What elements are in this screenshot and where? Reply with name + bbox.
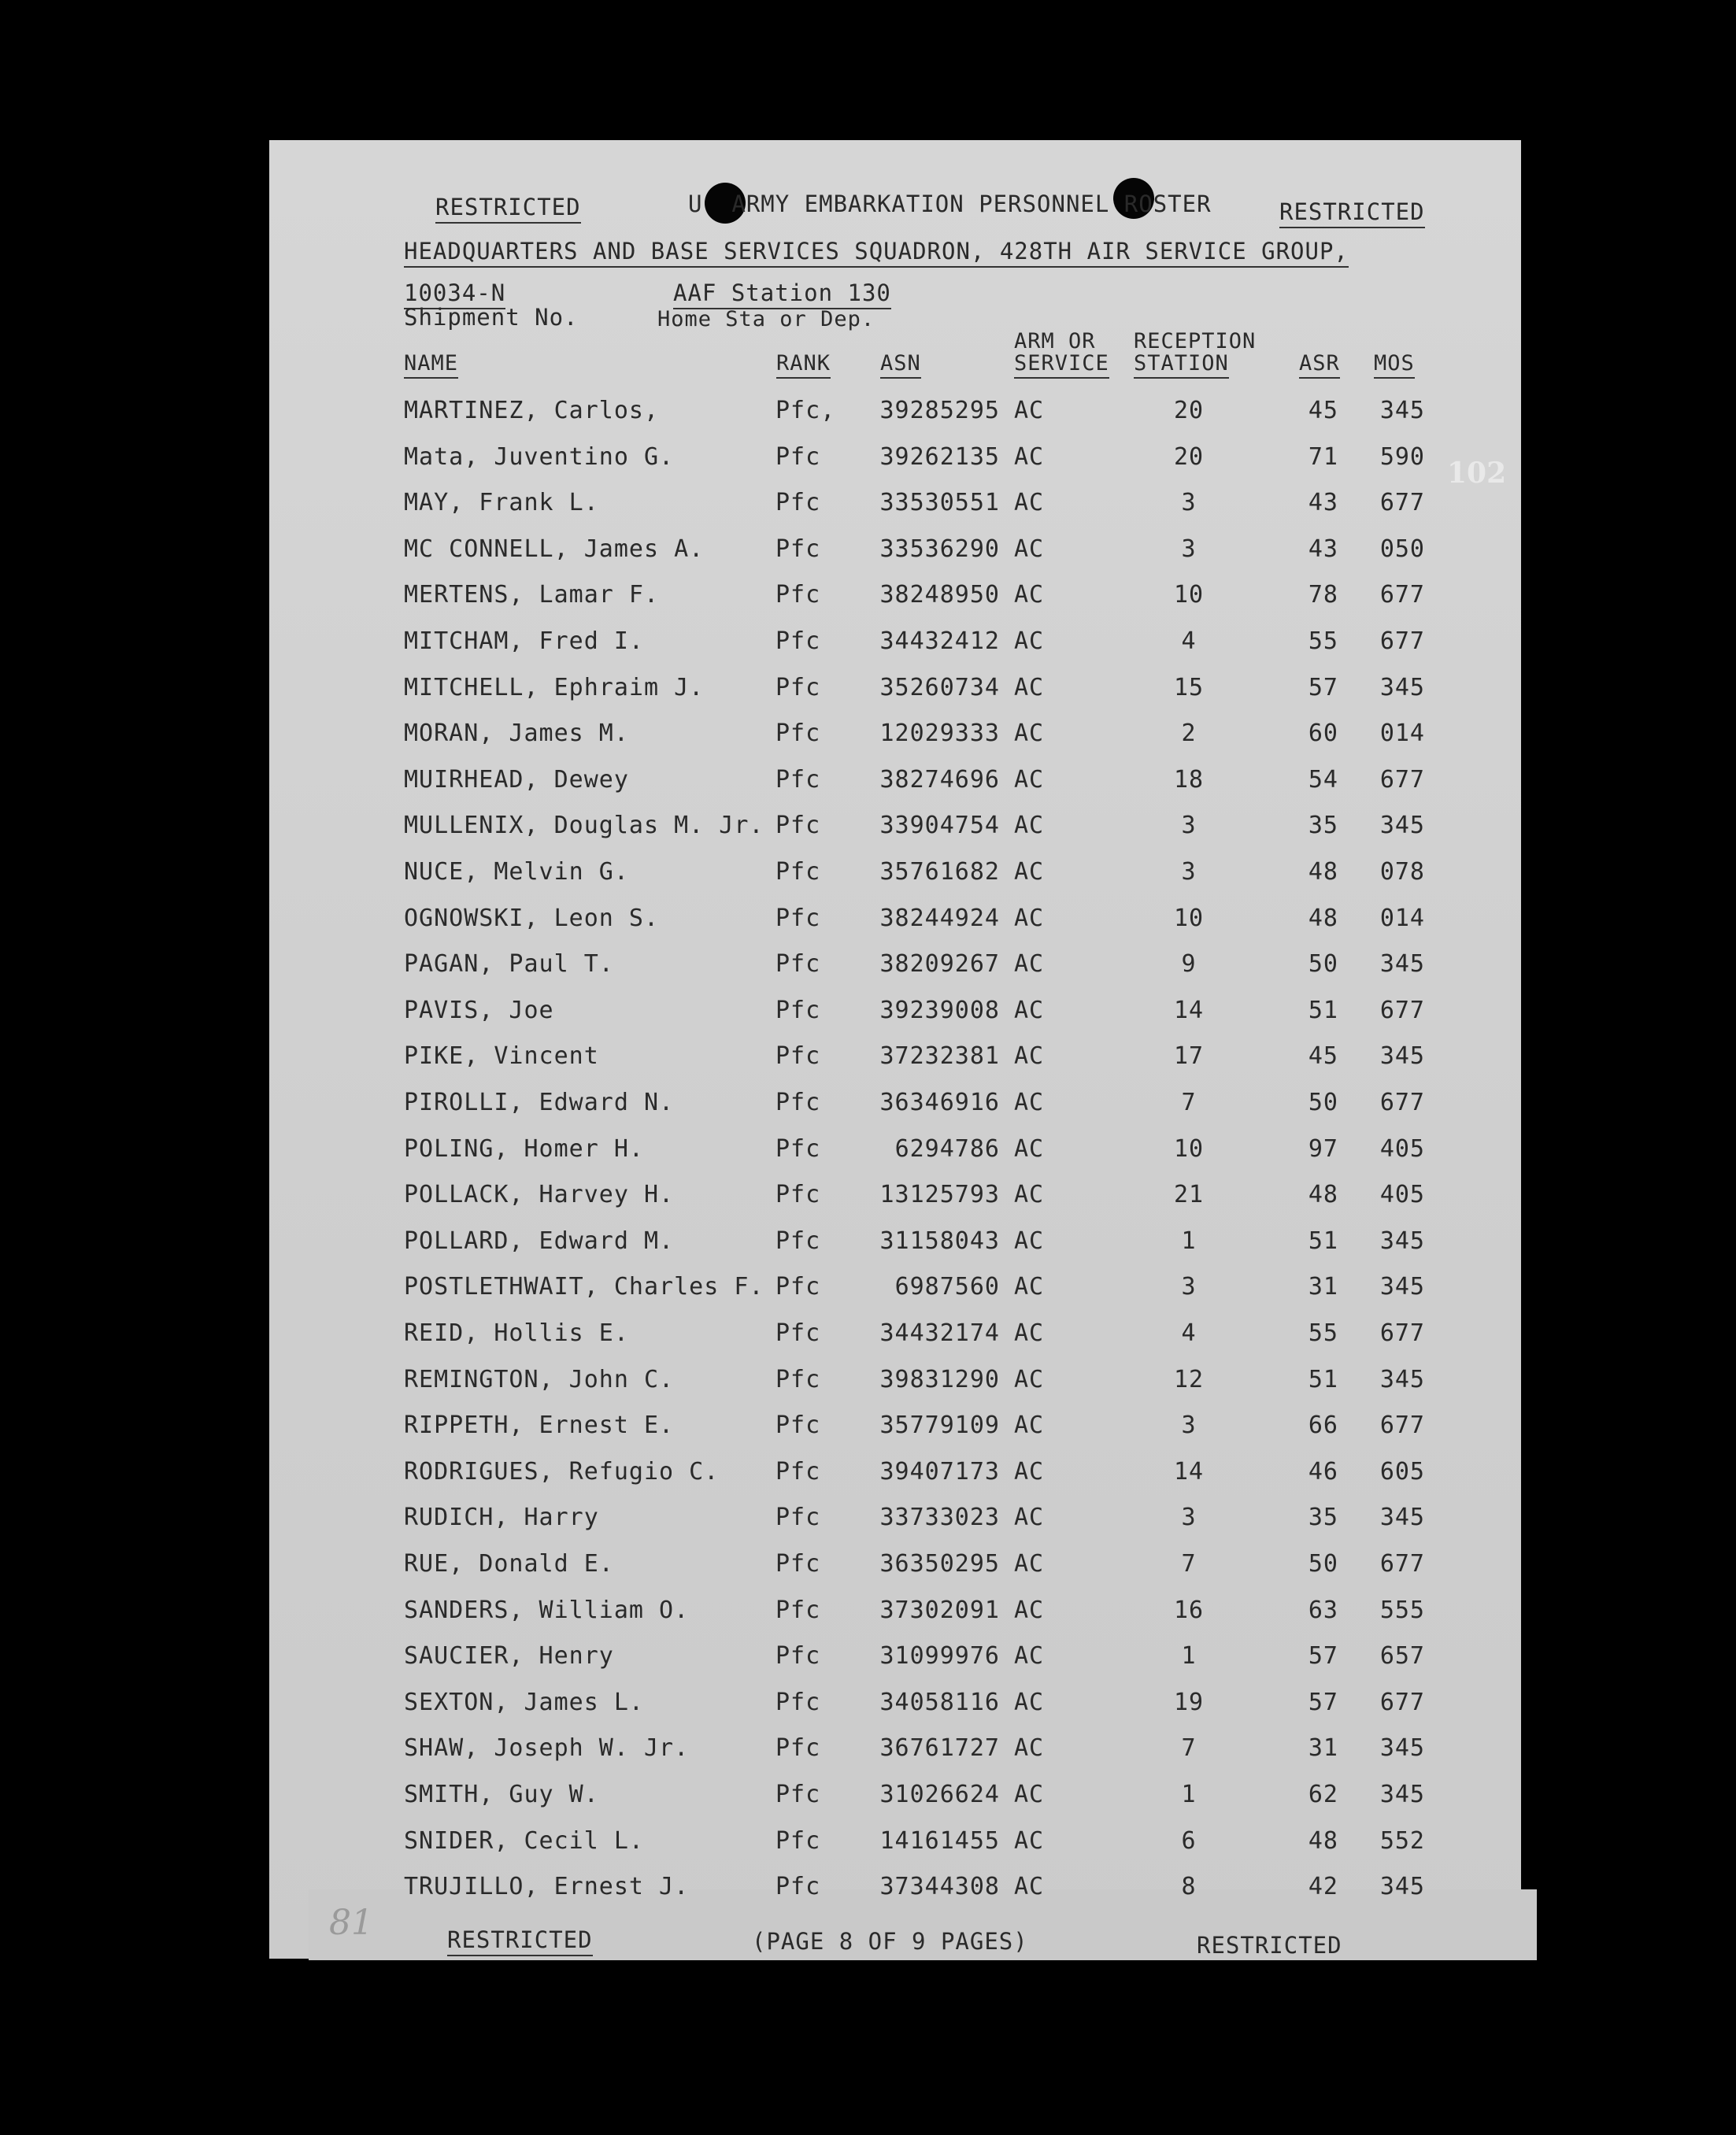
cell-arm: AC — [1014, 1458, 1045, 1486]
cell-mos: 345 — [1379, 1227, 1425, 1255]
cell-asn: 35779109 — [879, 1412, 1000, 1439]
cell-rank: Pfc — [775, 1642, 821, 1670]
cell-mos: 555 — [1379, 1597, 1425, 1624]
cell-station: 7 — [1181, 1089, 1197, 1116]
cell-station: 1 — [1181, 1642, 1197, 1670]
cell-arm: AC — [1014, 489, 1045, 516]
cell-name: SMITH, Guy W. — [404, 1781, 599, 1808]
cell-asr: 62 — [1308, 1781, 1338, 1808]
cell-rank: Pfc — [775, 581, 821, 609]
cell-asn: 33904754 — [879, 812, 1000, 839]
cell-asn: 35761682 — [879, 858, 1000, 886]
cell-mos: 345 — [1379, 1042, 1425, 1070]
cell-asn: 13125793 — [879, 1181, 1000, 1208]
cell-rank: Pfc — [775, 627, 821, 655]
cell-rank: Pfc — [775, 1273, 821, 1301]
cell-asn: 36346916 — [879, 1089, 1000, 1116]
cell-station: 12 — [1173, 1366, 1205, 1393]
cell-asr: 35 — [1308, 812, 1338, 839]
cell-asn: 34058116 — [879, 1689, 1000, 1716]
cell-station: 1 — [1181, 1227, 1197, 1255]
cell-rank: Pfc — [775, 1319, 821, 1347]
cell-asr: 63 — [1308, 1597, 1338, 1624]
cell-mos: 552 — [1379, 1827, 1425, 1855]
cell-mos: 345 — [1379, 1273, 1425, 1301]
cell-asr: 46 — [1308, 1458, 1338, 1486]
cell-station: 3 — [1181, 535, 1197, 563]
cell-mos: 050 — [1379, 535, 1425, 563]
cell-mos: 345 — [1379, 812, 1425, 839]
cell-asr: 31 — [1308, 1734, 1338, 1762]
station-name: AAF Station 130 — [673, 279, 891, 309]
cell-mos: 677 — [1379, 766, 1425, 794]
cell-asn: 39262135 — [879, 443, 1000, 471]
cell-name: Mata, Juventino G. — [404, 443, 675, 471]
cell-asr: 71 — [1308, 443, 1338, 471]
cell-name: TRUJILLO, Ernest J. — [404, 1873, 690, 1900]
col-reception-line2: STATION — [1134, 351, 1229, 379]
cell-rank: Pfc — [775, 1550, 821, 1578]
cell-arm: AC — [1014, 1550, 1045, 1578]
col-asn: ASN — [880, 351, 921, 379]
cell-arm: AC — [1014, 1734, 1045, 1762]
cell-name: REMINGTON, John C. — [404, 1366, 675, 1393]
shipment-label: Shipment No. — [404, 304, 579, 331]
cell-asn: 39831290 — [879, 1366, 1000, 1393]
shipment-number: 10034-N — [404, 279, 505, 309]
cell-rank: Pfc — [775, 858, 821, 886]
cell-rank: Pfc — [775, 443, 821, 471]
cell-station: 3 — [1181, 812, 1197, 839]
cell-station: 21 — [1173, 1181, 1205, 1208]
unit-line: HEADQUARTERS AND BASE SERVICES SQUADRON, 428TH AIR SERVICE GROUP, — [404, 238, 1349, 268]
cell-name: POLLARD, Edward M. — [404, 1227, 675, 1255]
page-number-text: (PAGE 8 OF 9 PAGES) — [752, 1928, 1028, 1955]
cell-asr: 57 — [1308, 1689, 1338, 1716]
cell-asn: 37232381 — [879, 1042, 1000, 1070]
cell-arm: AC — [1014, 1135, 1045, 1163]
cell-arm: AC — [1014, 581, 1045, 609]
cell-mos: 677 — [1379, 581, 1425, 609]
cell-asr: 51 — [1308, 997, 1338, 1024]
cell-name: SANDERS, William O. — [404, 1597, 690, 1624]
cell-station: 3 — [1181, 1273, 1197, 1301]
cell-asn: 31099976 — [879, 1642, 1000, 1670]
cell-station: 16 — [1173, 1597, 1205, 1624]
cell-asn: 31158043 — [879, 1227, 1000, 1255]
cell-asr: 48 — [1308, 1181, 1338, 1208]
cell-asr: 50 — [1308, 950, 1338, 978]
cell-station: 3 — [1181, 1504, 1197, 1531]
roster-title: U ARMY EMBARKATION PERSONNEL ROSTER — [688, 191, 1212, 217]
cell-station: 6 — [1181, 1827, 1197, 1855]
cell-asr: 48 — [1308, 1827, 1338, 1855]
cell-station: 14 — [1173, 1458, 1205, 1486]
cell-name: REID, Hollis E. — [404, 1319, 629, 1347]
cell-mos: 677 — [1379, 997, 1425, 1024]
cell-rank: Pfc — [775, 1504, 821, 1531]
cell-arm: AC — [1014, 1689, 1045, 1716]
cell-arm: AC — [1014, 1873, 1045, 1900]
cell-asn: 36350295 — [879, 1550, 1000, 1578]
cell-arm: AC — [1014, 1412, 1045, 1439]
cell-asr: 45 — [1308, 397, 1338, 424]
cell-mos: 677 — [1379, 1412, 1425, 1439]
cell-arm: AC — [1014, 1642, 1045, 1670]
cell-mos: 405 — [1379, 1181, 1425, 1208]
cell-station: 3 — [1181, 858, 1197, 886]
page-count-stamp: 102 — [1447, 457, 1507, 490]
cell-mos: 677 — [1379, 489, 1425, 516]
cell-name: POLING, Homer H. — [404, 1135, 644, 1163]
col-name: NAME — [404, 351, 458, 379]
cell-station: 10 — [1173, 1135, 1205, 1163]
cell-asr: 51 — [1308, 1366, 1338, 1393]
cell-arm: AC — [1014, 1366, 1045, 1393]
cell-name: RUDICH, Harry — [404, 1504, 599, 1531]
cell-station: 20 — [1173, 397, 1205, 424]
margin-note: 81 — [329, 1903, 373, 1943]
cell-asr: 31 — [1308, 1273, 1338, 1301]
restricted-label-top-left: RESTRICTED — [435, 194, 581, 224]
cell-asr: 42 — [1308, 1873, 1338, 1900]
cell-asr: 43 — [1308, 535, 1338, 563]
cell-rank: Pfc — [775, 812, 821, 839]
cell-asn: 33530551 — [879, 489, 1000, 516]
cell-rank: Pfc — [775, 905, 821, 932]
cell-asr: 45 — [1308, 1042, 1338, 1070]
cell-asn: 14161455 — [879, 1827, 1000, 1855]
cell-mos: 345 — [1379, 674, 1425, 701]
cell-asr: 48 — [1308, 858, 1338, 886]
cell-station: 10 — [1173, 905, 1205, 932]
restricted-label-top-right: RESTRICTED — [1279, 198, 1425, 228]
cell-rank: Pfc — [775, 766, 821, 794]
cell-asn: 39407173 — [879, 1458, 1000, 1486]
cell-mos: 345 — [1379, 1734, 1425, 1762]
cell-asn: 38248950 — [879, 581, 1000, 609]
cell-arm: AC — [1014, 1827, 1045, 1855]
cell-name: MITCHELL, Ephraim J. — [404, 674, 705, 701]
cell-mos: 345 — [1379, 1873, 1425, 1900]
cell-name: MARTINEZ, Carlos, — [404, 397, 660, 424]
cell-rank: Pfc — [775, 1135, 821, 1163]
cell-arm: AC — [1014, 1042, 1045, 1070]
cell-rank: Pfc — [775, 1042, 821, 1070]
cell-asr: 55 — [1308, 627, 1338, 655]
cell-station: 18 — [1173, 766, 1205, 794]
cell-asn: 35260734 — [879, 674, 1000, 701]
cell-asr: 57 — [1308, 1642, 1338, 1670]
cell-asn: 34432174 — [879, 1319, 1000, 1347]
cell-mos: 345 — [1379, 1366, 1425, 1393]
cell-asn: 36761727 — [879, 1734, 1000, 1762]
cell-asr: 60 — [1308, 720, 1338, 747]
cell-asr: 57 — [1308, 674, 1338, 701]
cell-arm: AC — [1014, 627, 1045, 655]
col-rank: RANK — [776, 351, 831, 379]
col-arm-line2: SERVICE — [1014, 351, 1109, 379]
cell-mos: 677 — [1379, 1550, 1425, 1578]
station-label: Home Sta or Dep. — [657, 307, 875, 331]
cell-rank: Pfc — [775, 1227, 821, 1255]
col-mos: MOS — [1374, 351, 1415, 379]
cell-arm: AC — [1014, 1781, 1045, 1808]
cell-station: 9 — [1181, 950, 1197, 978]
cell-mos: 405 — [1379, 1135, 1425, 1163]
cell-arm: AC — [1014, 766, 1045, 794]
cell-rank: Pfc — [775, 674, 821, 701]
col-arm-line1: ARM OR — [1014, 329, 1096, 353]
cell-mos: 014 — [1379, 905, 1425, 932]
cell-name: PIKE, Vincent — [404, 1042, 599, 1070]
cell-arm: AC — [1014, 1504, 1045, 1531]
cell-asn: 33536290 — [879, 535, 1000, 563]
cell-mos: 345 — [1379, 1781, 1425, 1808]
cell-name: POLLACK, Harvey H. — [404, 1181, 675, 1208]
cell-rank: Pfc — [775, 1366, 821, 1393]
cell-station: 8 — [1181, 1873, 1197, 1900]
cell-name: MULLENIX, Douglas M. Jr. — [404, 812, 764, 839]
cell-arm: AC — [1014, 720, 1045, 747]
cell-asn: 6987560 — [894, 1273, 1000, 1301]
cell-name: SEXTON, James L. — [404, 1689, 644, 1716]
cell-rank: Pfc — [775, 489, 821, 516]
cell-station: 7 — [1181, 1734, 1197, 1762]
cell-mos: 677 — [1379, 1089, 1425, 1116]
cell-arm: AC — [1014, 443, 1045, 471]
cell-arm: AC — [1014, 535, 1045, 563]
cell-rank: Pfc — [775, 1597, 821, 1624]
cell-arm: AC — [1014, 1319, 1045, 1347]
cell-mos: 078 — [1379, 858, 1425, 886]
cell-mos: 345 — [1379, 397, 1425, 424]
restricted-label-bottom-right: RESTRICTED — [1197, 1932, 1342, 1959]
cell-name: MAY, Frank L. — [404, 489, 599, 516]
cell-asn: 31026624 — [879, 1781, 1000, 1808]
cell-name: RUE, Donald E. — [404, 1550, 614, 1578]
cell-station: 4 — [1181, 1319, 1197, 1347]
cell-station: 3 — [1181, 489, 1197, 516]
cell-rank: Pfc — [775, 1689, 821, 1716]
cell-arm: AC — [1014, 1181, 1045, 1208]
cell-asr: 43 — [1308, 489, 1338, 516]
cell-asn: 33733023 — [879, 1504, 1000, 1531]
cell-arm: AC — [1014, 1273, 1045, 1301]
cell-rank: Pfc, — [775, 397, 836, 424]
col-asr: ASR — [1299, 351, 1340, 379]
cell-arm: AC — [1014, 997, 1045, 1024]
cell-asr: 55 — [1308, 1319, 1338, 1347]
cell-rank: Pfc — [775, 1412, 821, 1439]
cell-mos: 345 — [1379, 1504, 1425, 1531]
cell-arm: AC — [1014, 858, 1045, 886]
cell-mos: 605 — [1379, 1458, 1425, 1486]
cell-asn: 34432412 — [879, 627, 1000, 655]
cell-station: 17 — [1173, 1042, 1205, 1070]
cell-name: SAUCIER, Henry — [404, 1642, 614, 1670]
cell-asr: 35 — [1308, 1504, 1338, 1531]
cell-asn: 39285295 — [879, 397, 1000, 424]
cell-station: 7 — [1181, 1550, 1197, 1578]
cell-name: MC CONNELL, James A. — [404, 535, 705, 563]
cell-name: RIPPETH, Ernest E. — [404, 1412, 675, 1439]
cell-rank: Pfc — [775, 950, 821, 978]
cell-rank: Pfc — [775, 1458, 821, 1486]
cell-arm: AC — [1014, 905, 1045, 932]
cell-name: RODRIGUES, Refugio C. — [404, 1458, 720, 1486]
cell-name: PAVIS, Joe — [404, 997, 554, 1024]
cell-mos: 677 — [1379, 627, 1425, 655]
cell-station: 2 — [1181, 720, 1197, 747]
cell-arm: AC — [1014, 950, 1045, 978]
cell-arm: AC — [1014, 812, 1045, 839]
cell-arm: AC — [1014, 1597, 1045, 1624]
cell-asn: 37302091 — [879, 1597, 1000, 1624]
cell-station: 3 — [1181, 1412, 1197, 1439]
cell-name: MERTENS, Lamar F. — [404, 581, 660, 609]
cell-mos: 590 — [1379, 443, 1425, 471]
cell-station: 19 — [1173, 1689, 1205, 1716]
cell-arm: AC — [1014, 1089, 1045, 1116]
cell-station: 4 — [1181, 627, 1197, 655]
cell-station: 10 — [1173, 581, 1205, 609]
cell-station: 15 — [1173, 674, 1205, 701]
cell-rank: Pfc — [775, 1827, 821, 1855]
cell-rank: Pfc — [775, 1873, 821, 1900]
cell-name: MUIRHEAD, Dewey — [404, 766, 629, 794]
restricted-label-bottom-left: RESTRICTED — [447, 1926, 593, 1956]
cell-asr: 66 — [1308, 1412, 1338, 1439]
cell-asn: 37344308 — [879, 1873, 1000, 1900]
cell-asr: 97 — [1308, 1135, 1338, 1163]
cell-asr: 48 — [1308, 905, 1338, 932]
cell-name: POSTLETHWAIT, Charles F. — [404, 1273, 764, 1301]
cell-mos: 657 — [1379, 1642, 1425, 1670]
cell-asn: 6294786 — [894, 1135, 1000, 1163]
cell-asn: 39239008 — [879, 997, 1000, 1024]
cell-rank: Pfc — [775, 997, 821, 1024]
cell-rank: Pfc — [775, 1734, 821, 1762]
cell-rank: Pfc — [775, 1089, 821, 1116]
cell-asr: 50 — [1308, 1089, 1338, 1116]
cell-arm: AC — [1014, 1227, 1045, 1255]
col-reception-line1: RECEPTION — [1134, 329, 1257, 353]
cell-name: OGNOWSKI, Leon S. — [404, 905, 660, 932]
cell-asr: 78 — [1308, 581, 1338, 609]
cell-name: SNIDER, Cecil L. — [404, 1827, 644, 1855]
cell-mos: 677 — [1379, 1319, 1425, 1347]
cell-mos: 014 — [1379, 720, 1425, 747]
cell-station: 1 — [1181, 1781, 1197, 1808]
cell-arm: AC — [1014, 397, 1045, 424]
cell-mos: 345 — [1379, 950, 1425, 978]
cell-station: 20 — [1173, 443, 1205, 471]
cell-asr: 51 — [1308, 1227, 1338, 1255]
cell-name: MITCHAM, Fred I. — [404, 627, 644, 655]
cell-rank: Pfc — [775, 535, 821, 563]
cell-rank: Pfc — [775, 720, 821, 747]
cell-arm: AC — [1014, 674, 1045, 701]
cell-mos: 677 — [1379, 1689, 1425, 1716]
cell-name: MORAN, James M. — [404, 720, 629, 747]
cell-rank: Pfc — [775, 1181, 821, 1208]
cell-station: 14 — [1173, 997, 1205, 1024]
cell-name: NUCE, Melvin G. — [404, 858, 629, 886]
cell-name: PAGAN, Paul T. — [404, 950, 614, 978]
cell-rank: Pfc — [775, 1781, 821, 1808]
cell-asn: 38244924 — [879, 905, 1000, 932]
cell-asr: 54 — [1308, 766, 1338, 794]
cell-asn: 12029333 — [879, 720, 1000, 747]
cell-name: PIROLLI, Edward N. — [404, 1089, 675, 1116]
cell-asr: 50 — [1308, 1550, 1338, 1578]
cell-name: SHAW, Joseph W. Jr. — [404, 1734, 690, 1762]
cell-asn: 38209267 — [879, 950, 1000, 978]
cell-asn: 38274696 — [879, 766, 1000, 794]
